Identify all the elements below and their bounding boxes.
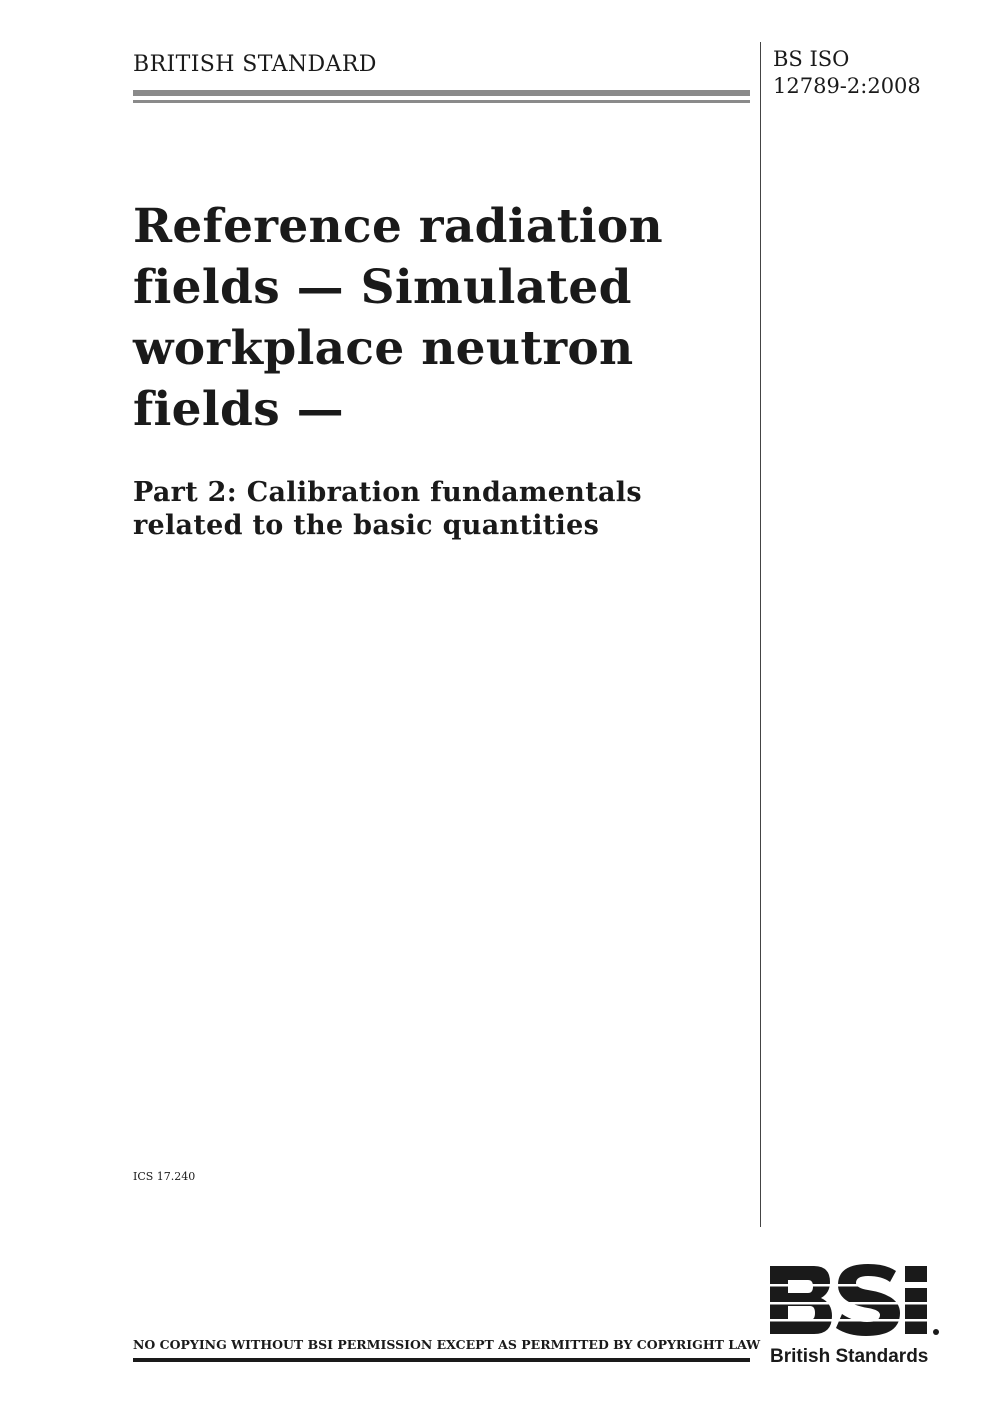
bsi-logo-mark — [770, 1264, 939, 1336]
publication-type-label: BRITISH STANDARD — [133, 52, 377, 77]
ics-code: ICS 17.240 — [133, 1170, 196, 1183]
header-rule-thick — [133, 90, 750, 96]
bsi-logo — [768, 1262, 948, 1372]
document-title — [133, 196, 743, 440]
subtitle-line: Part 2: Calibration fundamentals — [133, 477, 642, 508]
copyright-notice: NO COPYING WITHOUT BSI PERMISSION EXCEPT AS PERMITTED BY COPYRIGHT LAW — [133, 1337, 761, 1352]
header-rule-thin — [133, 100, 750, 103]
standard-number-line-1: BS ISO — [773, 47, 850, 71]
vertical-divider — [760, 42, 761, 1227]
title-line: fields — — [133, 382, 344, 437]
standard-number — [773, 46, 921, 100]
title-line: workplace neutron — [133, 321, 634, 376]
bsi-logo-caption: British Standards — [770, 1346, 929, 1367]
footer-rule — [133, 1358, 750, 1362]
document-subtitle — [133, 476, 743, 542]
title-line: fields — Simulated — [133, 260, 632, 315]
standard-number-line-2: 12789-2:2008 — [773, 74, 921, 98]
title-line: Reference radiation — [133, 199, 663, 254]
subtitle-line: related to the basic quantities — [133, 510, 600, 541]
